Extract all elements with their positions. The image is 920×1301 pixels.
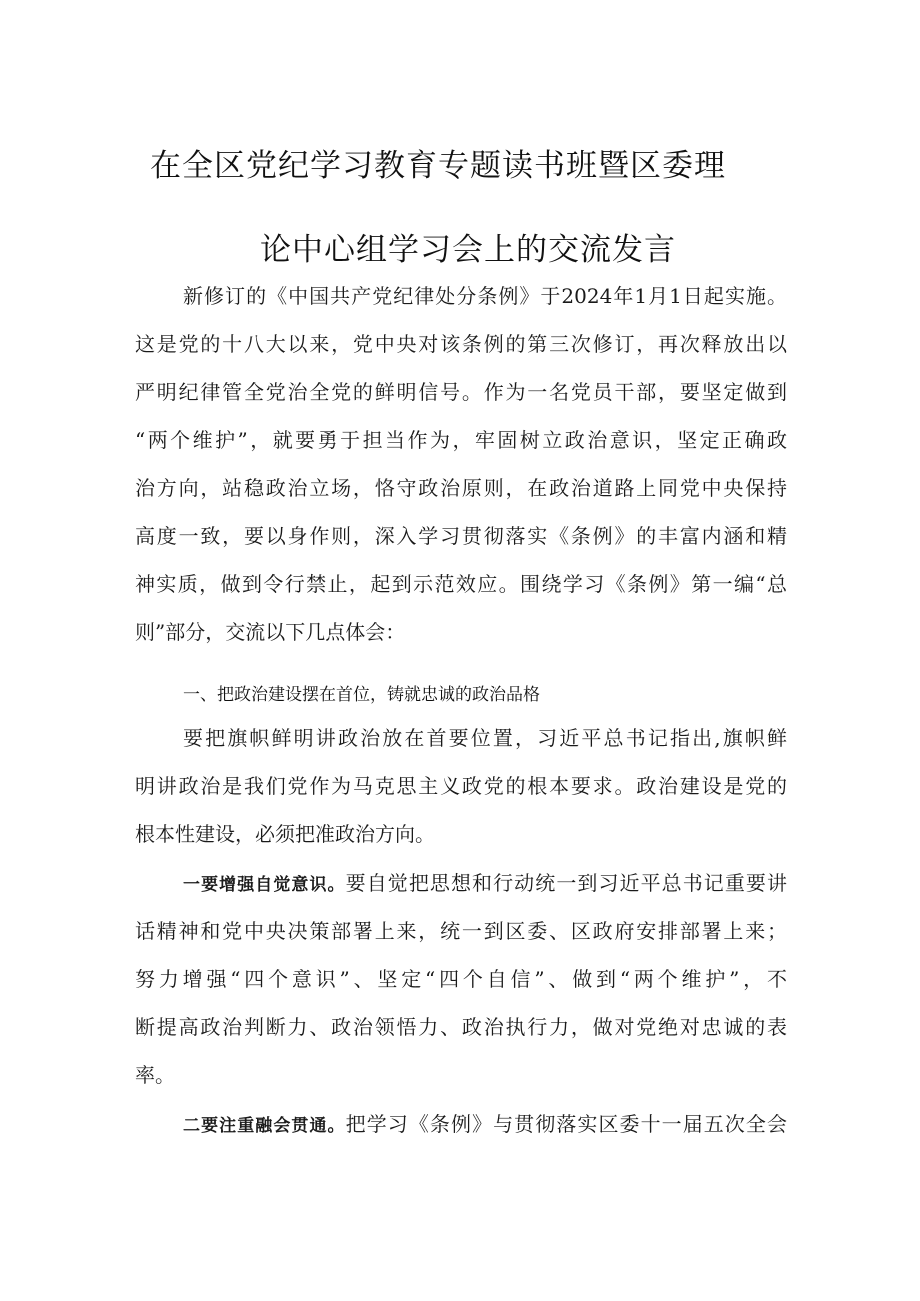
- paragraph-line: 神实质，做到令行禁止，起到示范效应。围绕学习《条例》第一编“总: [135, 572, 787, 596]
- document-title-line-2: 论中心组学习会上的交流发言: [260, 232, 676, 268]
- paragraph-line: 话精神和党中央决策部署上来，统一到区委、区政府安排部署上来；: [135, 919, 787, 943]
- point1-lead: 一要增强自觉意识。: [183, 875, 346, 895]
- section-heading-1: 一、把政治建设摆在首位，铸就忠诚的政治品格: [183, 685, 540, 705]
- paragraph-line: [135, 1100, 787, 1148]
- section1-paragraph: [135, 714, 787, 858]
- paragraph-line: 新修订的《中国共产党纪律处分条例》于2024年1月1日起实施。: [183, 284, 787, 308]
- point2-lead: 二要注重融会贯通。: [183, 1116, 346, 1136]
- paragraph-line: 严明纪律管全党治全党的鲜明信号。作为一名党员干部，要坚定做到: [135, 380, 787, 404]
- paragraph-line: 高度一致，要以身作则，深入学习贯彻落实《条例》的丰富内涵和精: [135, 524, 787, 548]
- paragraph-line: 治方向，站稳政治立场，恪守政治原则，在政治道路上同党中央保持: [135, 476, 787, 500]
- point2-paragraph: [135, 1100, 787, 1148]
- paragraph-line: 断提高政治判断力、政治领悟力、政治执行力，做对党绝对忠诚的表: [135, 1015, 787, 1039]
- paragraph-line: 则”部分，交流以下几点体会：: [135, 620, 406, 644]
- paragraph-line: “两个维护”，就要勇于担当作为，牢固树立政治意识，坚定正确政: [135, 428, 787, 452]
- point1-paragraph: [135, 859, 787, 1099]
- paragraph-line: 明讲政治是我们党作为马克思主义政党的根本要求。政治建设是党的: [135, 774, 787, 798]
- paragraph-line: 这是党的十八大以来，党中央对该条例的第三次修订，再次释放出以: [135, 332, 787, 356]
- paragraph-line: [135, 859, 787, 907]
- paragraph-line: 根本性建设，必须把准政治方向。: [135, 822, 435, 846]
- document-title-line-1: 在全区党纪学习教育专题读书班暨区委理: [150, 148, 726, 184]
- paragraph-line: 努力增强“四个意识”、坚定“四个自信”、做到“两个维护”，不: [135, 967, 787, 991]
- paragraph-line: 要把旗帜鲜明讲政治放在首要位置，习近平总书记指出,旗帜鲜: [183, 726, 787, 750]
- point2-first-rest: 把学习《条例》与贯彻落实区委十一届五次全会: [345, 1112, 787, 1136]
- intro-paragraph: [135, 272, 787, 656]
- point1-first-rest: 要自觉把思想和行动统一到习近平总书记重要讲: [345, 871, 787, 895]
- paragraph-line: 率。: [135, 1063, 175, 1087]
